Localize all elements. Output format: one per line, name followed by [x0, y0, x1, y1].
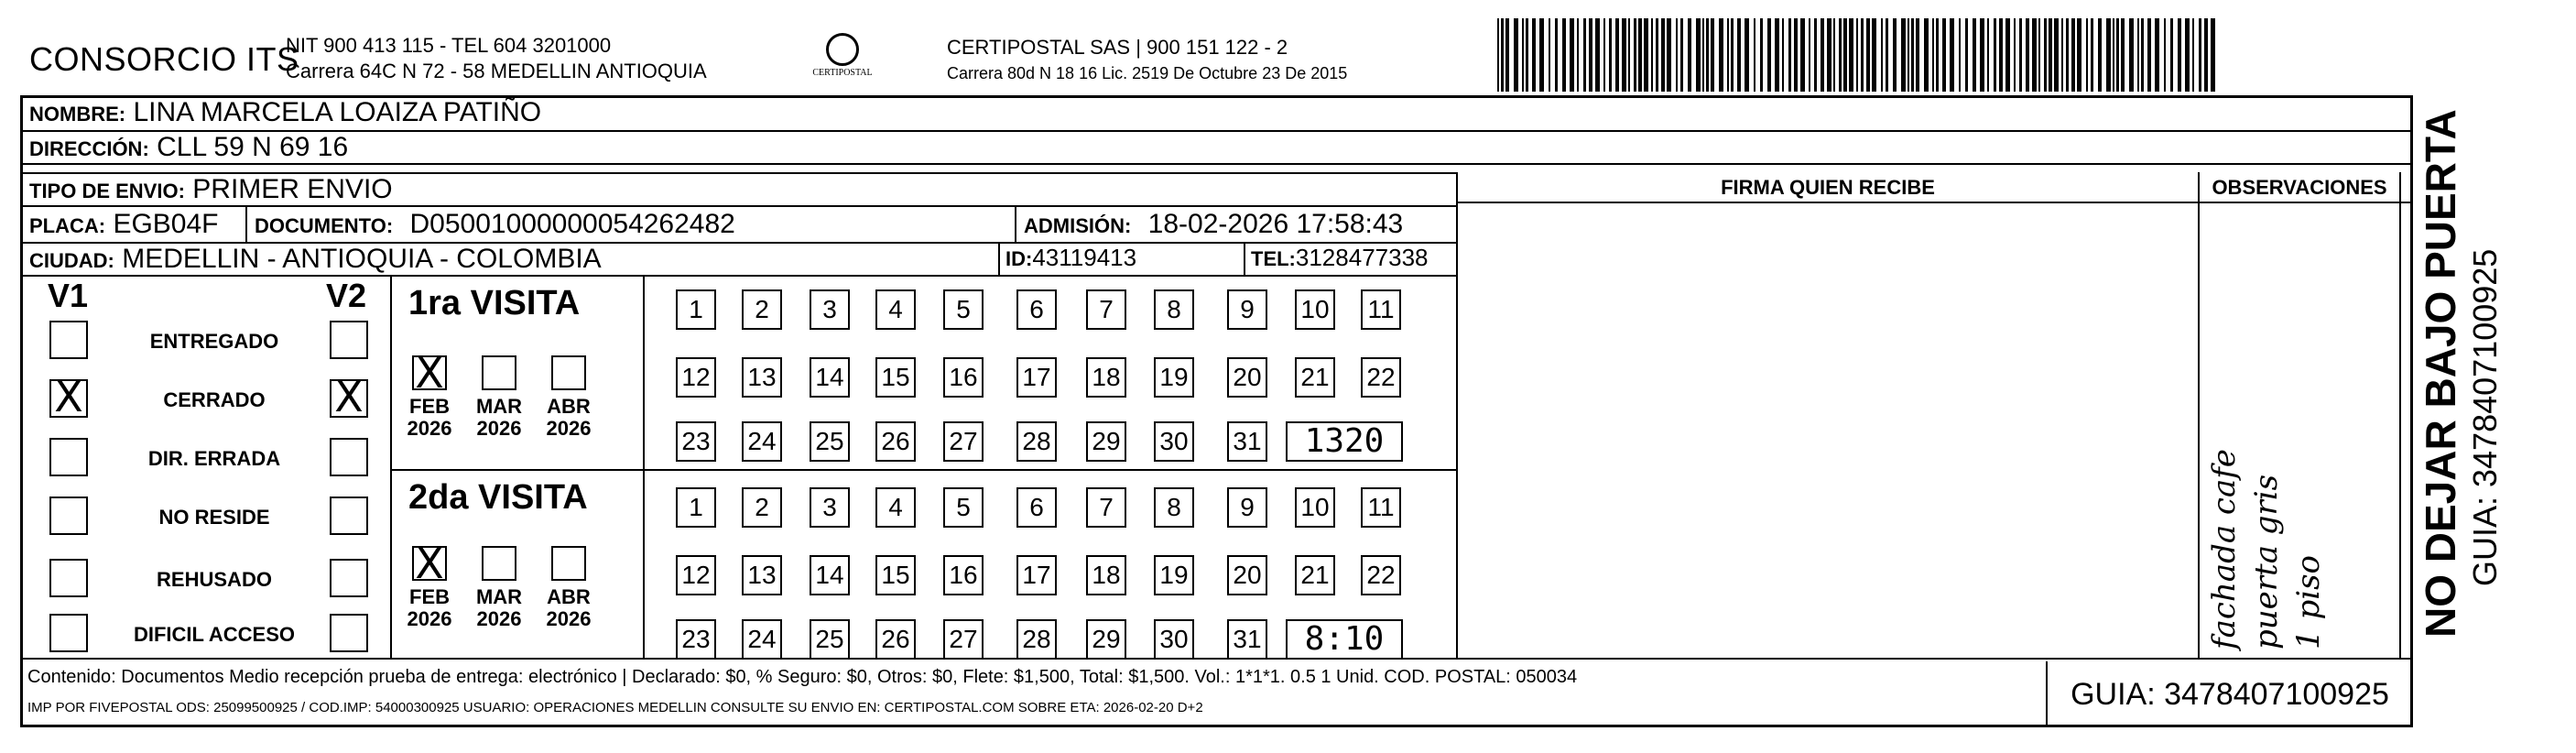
barcode-bar: [1570, 18, 1574, 92]
admision-label: ADMISIÓN:: [1024, 214, 1132, 237]
barcode-bar: [1609, 18, 1612, 92]
day-box[interactable]: 7: [1086, 289, 1126, 330]
barcode-bar: [2192, 18, 2194, 92]
time-box[interactable]: 8:10: [1286, 619, 1403, 660]
day-box[interactable]: 16: [943, 357, 984, 398]
certipostal-logo: CERTIPOSTAL: [806, 33, 879, 84]
barcode-bar: [1800, 18, 1805, 92]
barcode-bar: [1821, 18, 1824, 92]
ciudad-label: CIUDAD:: [29, 249, 114, 272]
barcode-bar: [1628, 18, 1630, 92]
day-box[interactable]: 25: [810, 619, 850, 660]
barcode-bar: [2098, 18, 2102, 92]
barcode-bar: [2170, 18, 2173, 92]
barcode-bar: [1702, 18, 1704, 92]
visita1-title: 1ra VISITA: [408, 284, 581, 322]
barcode-bar: [1856, 18, 1858, 92]
barcode-bar: [1999, 18, 2003, 92]
barcode-bar: [1737, 18, 1741, 92]
day-box[interactable]: 27: [943, 619, 984, 660]
status-v1-checkbox[interactable]: [49, 497, 88, 535]
day-box[interactable]: 14: [810, 357, 850, 398]
day-box[interactable]: 10: [1295, 289, 1335, 330]
barcode-bar: [1656, 18, 1658, 92]
day-box[interactable]: 23: [676, 421, 716, 462]
barcode-bar: [2077, 18, 2081, 92]
documento-row: [255, 209, 735, 240]
observaciones-handwritten-3: 1 piso: [2290, 555, 2327, 649]
month-year: 2026: [407, 417, 452, 440]
signature-area[interactable]: [1459, 204, 2197, 657]
day-box[interactable]: 29: [1086, 619, 1126, 660]
firma-header: FIRMA QUIEN RECIBE: [1721, 176, 1935, 199]
barcode-bar: [1782, 18, 1784, 92]
barcode-bar: [2211, 18, 2215, 92]
day-box[interactable]: 5: [943, 289, 984, 330]
day-box[interactable]: 21: [1295, 357, 1335, 398]
status-v2-checkbox[interactable]: [330, 372, 368, 421]
barcode-bar: [1577, 18, 1579, 92]
barcode-bar: [1549, 18, 1550, 92]
barcode-bar: [2155, 18, 2159, 92]
day-box[interactable]: 28: [1016, 421, 1057, 462]
barcode-bar: [2091, 18, 2093, 92]
day-box[interactable]: 20: [1227, 357, 1267, 398]
day-box[interactable]: 18: [1086, 555, 1126, 595]
barcode-bar: [2014, 18, 2016, 92]
ciudad-value: MEDELLIN - ANTIOQUIA - COLOMBIA: [122, 244, 602, 274]
barcode-bar: [2071, 18, 2075, 92]
barcode-bar: [1901, 18, 1906, 92]
day-box[interactable]: 10: [1295, 487, 1335, 528]
barcode-bar: [1908, 18, 1909, 92]
barcode-bar: [2061, 18, 2063, 92]
barcode-bar: [1539, 18, 1544, 92]
barcode-bar: [2164, 18, 2166, 92]
day-box[interactable]: 29: [1086, 421, 1126, 462]
check-mark-icon: X: [415, 348, 444, 398]
admision-row: [1024, 209, 1403, 240]
tipo-value: PRIMER ENVIO: [192, 174, 393, 204]
barcode-bar: [1634, 18, 1636, 92]
day-box[interactable]: 21: [1295, 555, 1335, 595]
barcode-bar: [1788, 18, 1791, 92]
day-box[interactable]: 25: [810, 421, 850, 462]
barcode-bar: [2032, 18, 2037, 92]
barcode-bar: [1942, 18, 1946, 92]
barcode-bar: [1638, 18, 1642, 92]
barcode-bar: [1849, 18, 1853, 92]
address-line: Carrera 64C N 72 - 58 MEDELLIN ANTIOQUIA: [286, 60, 707, 82]
barcode-bar: [1532, 18, 1536, 92]
day-box[interactable]: 30: [1154, 619, 1194, 660]
barcode-bar: [2121, 18, 2125, 92]
day-box[interactable]: 12: [676, 357, 716, 398]
barcode-bar: [1680, 18, 1683, 92]
observaciones-handwritten-1: fachada cafe: [2206, 449, 2243, 649]
barcode-bar: [1727, 18, 1729, 92]
courier-line: CERTIPOSTAL SAS | 900 151 122 - 2: [947, 36, 1288, 59]
status-v1-checkbox[interactable]: [49, 614, 88, 652]
barcode-bar: [2005, 18, 2010, 92]
month-label: [541, 586, 596, 630]
day-box[interactable]: 26: [875, 619, 916, 660]
observaciones-header: OBSERVACIONES: [2212, 176, 2387, 199]
nombre-label: NOMBRE:: [29, 103, 126, 126]
barcode-bar: [2137, 18, 2139, 92]
barcode-bar: [1959, 18, 1961, 92]
barcode-bar: [1760, 18, 1763, 92]
month-label: [402, 586, 457, 630]
barcode-bar: [2147, 18, 2151, 92]
v2-header: V2: [326, 277, 367, 314]
barcode-bar: [1522, 18, 1524, 92]
day-box[interactable]: 6: [1016, 487, 1057, 528]
barcode-bar: [1767, 18, 1771, 92]
day-box[interactable]: 27: [943, 421, 984, 462]
barcode-bar: [2086, 18, 2088, 92]
barcode-bar: [1615, 18, 1619, 92]
barcode-bar: [1754, 18, 1755, 92]
day-box[interactable]: 1: [676, 289, 716, 330]
day-box[interactable]: 3: [810, 487, 850, 528]
month-name: ABR: [547, 585, 591, 608]
day-box[interactable]: 14: [810, 555, 850, 595]
day-box[interactable]: 8: [1154, 487, 1194, 528]
barcode-bar: [1505, 18, 1509, 92]
courier-license: Carrera 80d N 18 16 Lic. 2519 De Octubre 23 De 2015: [947, 64, 1348, 82]
barcode-bar: [1980, 18, 1984, 92]
status-v2-checkbox[interactable]: [330, 559, 368, 597]
status-v1-checkbox[interactable]: [49, 372, 88, 421]
direccion-row: [29, 132, 348, 163]
barcode-bar: [1794, 18, 1798, 92]
barcode-bar: [1814, 18, 1817, 92]
barcode-bar: [1881, 18, 1883, 92]
day-box[interactable]: 26: [875, 421, 916, 462]
month-checkbox[interactable]: [482, 546, 516, 581]
barcode-bar: [1719, 18, 1723, 92]
barcode-bar: [1745, 18, 1749, 92]
status-v2-checkbox[interactable]: [330, 438, 368, 476]
day-box[interactable]: 30: [1154, 421, 1194, 462]
nit-line: NIT 900 413 115 - TEL 604 3201000: [286, 34, 612, 57]
status-v1-checkbox[interactable]: [49, 438, 88, 476]
side-warning: [2410, 110, 2575, 641]
barcode-bar: [1555, 18, 1558, 92]
tel-row: [1251, 244, 1429, 272]
barcode-bar: [1809, 18, 1810, 92]
barcode-bar: [2054, 18, 2059, 92]
barcode-bar: [2113, 18, 2114, 92]
barcode-bar: [2185, 18, 2190, 92]
barcode-bar: [1893, 18, 1897, 92]
month-checkbox[interactable]: [551, 546, 586, 581]
barcode-bar: [1497, 18, 1499, 92]
day-box[interactable]: 13: [742, 555, 782, 595]
month-name: FEB: [409, 395, 450, 418]
day-box[interactable]: 28: [1016, 619, 1057, 660]
month-checkbox[interactable]: [482, 355, 516, 390]
day-box[interactable]: 31: [1227, 421, 1267, 462]
barcode-bar: [2026, 18, 2029, 92]
barcode-bar: [2199, 18, 2201, 92]
status-v2-checkbox[interactable]: [330, 321, 368, 359]
documento-label: DOCUMENTO:: [255, 214, 394, 237]
barcode-bar: [2106, 18, 2111, 92]
day-box[interactable]: 18: [1086, 357, 1126, 398]
month-label: [402, 396, 457, 440]
day-box[interactable]: 11: [1361, 289, 1401, 330]
barcode-bar: [1651, 18, 1653, 92]
barcode-bar: [1514, 18, 1518, 92]
ciudad-row: [29, 244, 602, 275]
barcode-bar: [1706, 18, 1709, 92]
status-label: DIR. ERRADA: [147, 447, 281, 470]
day-box[interactable]: 6: [1016, 289, 1057, 330]
v1-header: V1: [48, 277, 89, 314]
month-label: [541, 396, 596, 440]
barcode-bar: [1775, 18, 1779, 92]
barcode-bar: [1973, 18, 1976, 92]
visita2-title: 2da VISITA: [408, 478, 588, 517]
barcode-bar: [1950, 18, 1954, 92]
nombre-value: LINA MARCELA LOAIZA PATIÑO: [133, 97, 542, 127]
barcode-bar: [1688, 18, 1691, 92]
barcode-bar: [1583, 18, 1586, 92]
day-box[interactable]: 22: [1361, 357, 1401, 398]
barcode-bar: [1936, 18, 1939, 92]
month-year: 2026: [476, 417, 522, 440]
direccion-value: CLL 59 N 69 16: [157, 132, 349, 162]
month-name: MAR: [475, 395, 523, 418]
company-name: CONSORCIO ITS: [29, 40, 299, 78]
day-box[interactable]: 8: [1154, 289, 1194, 330]
barcode-bar: [1595, 18, 1600, 92]
day-box[interactable]: 2: [742, 487, 782, 528]
observaciones-area[interactable]: [2200, 204, 2399, 657]
status-label: DIFICIL ACCESO: [133, 623, 295, 646]
barcode-bar: [2129, 18, 2134, 92]
barcode-bar: [2204, 18, 2208, 92]
side-guia-text: GUIA: 3478407100925: [2466, 248, 2504, 586]
barcode-bar: [1589, 18, 1592, 92]
tel-label: TEL:: [1251, 247, 1296, 270]
day-box[interactable]: 31: [1227, 619, 1267, 660]
barcode-bar: [1861, 18, 1864, 92]
month-year: 2026: [476, 607, 522, 630]
day-box[interactable]: 9: [1227, 487, 1267, 528]
check-mark-icon: X: [334, 372, 364, 421]
status-v2-checkbox[interactable]: [330, 497, 368, 535]
day-box[interactable]: 15: [875, 357, 916, 398]
day-box[interactable]: 23: [676, 619, 716, 660]
day-box[interactable]: 19: [1154, 357, 1194, 398]
placa-row: [29, 209, 219, 240]
month-checkbox[interactable]: [412, 348, 447, 398]
barcode-bar: [2038, 18, 2040, 92]
month-year: 2026: [407, 607, 452, 630]
barcode-bar: [1676, 18, 1678, 92]
barcode-bar: [1501, 18, 1504, 92]
day-box[interactable]: 24: [742, 421, 782, 462]
day-box[interactable]: 17: [1016, 555, 1057, 595]
barcode-bar: [1839, 18, 1842, 92]
day-box[interactable]: 12: [676, 555, 716, 595]
barcode-bar: [1916, 18, 1919, 92]
barcode-bar: [1924, 18, 1929, 92]
tipo-label: TIPO DE ENVIO:: [29, 180, 185, 202]
month-label: [472, 396, 527, 440]
barcode-bar: [1661, 18, 1665, 92]
day-box[interactable]: 5: [943, 487, 984, 528]
day-box[interactable]: 11: [1361, 487, 1401, 528]
day-box[interactable]: 24: [742, 619, 782, 660]
month-label: [472, 586, 527, 630]
month-name: FEB: [409, 585, 450, 608]
barcode-bar: [2141, 18, 2144, 92]
barcode-bar: [2049, 18, 2052, 92]
barcode-bar: [2044, 18, 2047, 92]
barcode-bar: [1872, 18, 1876, 92]
barcode-bar: [1711, 18, 1714, 92]
check-mark-icon: X: [54, 372, 83, 421]
placa-value: EGB04F: [113, 209, 219, 239]
month-name: ABR: [547, 395, 591, 418]
day-box[interactable]: 3: [810, 289, 850, 330]
barcode: [1497, 18, 2221, 92]
month-name: MAR: [475, 585, 523, 608]
barcode-bar: [1911, 18, 1914, 92]
admision-value: 18-02-2026 17:58:43: [1147, 209, 1404, 239]
barcode-bar: [1994, 18, 1996, 92]
status-label: REHUSADO: [157, 568, 272, 591]
barcode-bar: [1932, 18, 1934, 92]
month-year: 2026: [546, 607, 592, 630]
day-box[interactable]: 7: [1086, 487, 1126, 528]
courier-info: [947, 35, 1347, 86]
barcode-bar: [1667, 18, 1671, 92]
status-v1-checkbox[interactable]: [49, 321, 88, 359]
barcode-bar: [1644, 18, 1648, 92]
status-v2-checkbox[interactable]: [330, 614, 368, 652]
barcode-bar: [2066, 18, 2069, 92]
company-contact: [286, 33, 707, 84]
barcode-bar: [1866, 18, 1870, 92]
footer-content-line: Contenido: Documentos Medio recepción prueba de entrega: electrónico | Declarado: $0, % Seguro: $0, Otros: $0, Flete: $1,500, Total: $1,500. Vol.: 1*1*1. 0.5 1 Unid. COD. POSTAL: 050034: [27, 667, 1578, 687]
day-box[interactable]: 13: [742, 357, 782, 398]
day-box[interactable]: 2: [742, 289, 782, 330]
day-box[interactable]: 22: [1361, 555, 1401, 595]
barcode-bar: [1731, 18, 1734, 92]
month-checkbox[interactable]: [551, 355, 586, 390]
day-box[interactable]: 9: [1227, 289, 1267, 330]
nombre-row: [29, 97, 541, 128]
month-year: 2026: [546, 417, 592, 440]
footer-print-line: IMP POR FIVEPOSTAL ODS: 25099500925 / COD.IMP: 54000300925 USUARIO: OPERACIONES MEDELLIN CONSULTE SU ENVIO EN: CERTIPOSTAL.COM SOBRE ETA: 2026-02-20 D+2: [27, 700, 1203, 715]
direccion-label: DIRECCIÓN:: [29, 137, 149, 160]
observaciones-handwritten-2: puerta gris: [2248, 474, 2285, 649]
barcode-bar: [1965, 18, 1968, 92]
day-box[interactable]: 16: [943, 555, 984, 595]
barcode-bar: [2178, 18, 2181, 92]
barcode-bar: [2116, 18, 2119, 92]
month-checkbox[interactable]: [412, 539, 447, 588]
day-box[interactable]: 15: [875, 555, 916, 595]
status-label: ENTREGADO: [149, 330, 279, 353]
tipo-row: [29, 174, 393, 205]
id-label: ID:: [1005, 247, 1033, 270]
day-box[interactable]: 19: [1154, 555, 1194, 595]
id-row: [1005, 244, 1136, 272]
barcode-bar: [1526, 18, 1528, 92]
no-dejar-text: NO DEJAR BAJO PUERTA: [2417, 109, 2464, 638]
check-mark-icon: X: [415, 539, 444, 588]
status-label: CERRADO: [163, 388, 266, 411]
barcode-bar: [1886, 18, 1888, 92]
day-box[interactable]: 4: [875, 487, 916, 528]
day-box[interactable]: 20: [1227, 555, 1267, 595]
tel-value: 3128477338: [1295, 244, 1429, 271]
barcode-bar: [2019, 18, 2022, 92]
barcode-bar: [1987, 18, 1989, 92]
barcode-bar: [1833, 18, 1835, 92]
status-v1-checkbox[interactable]: [49, 559, 88, 597]
barcode-bar: [1696, 18, 1701, 92]
day-box[interactable]: 17: [1016, 357, 1057, 398]
day-box[interactable]: 1: [676, 487, 716, 528]
status-label: NO RESIDE: [158, 506, 270, 529]
time-box[interactable]: 1320: [1286, 421, 1403, 462]
guia-number: GUIA: 3478407100925: [2046, 661, 2412, 727]
barcode-bar: [1827, 18, 1831, 92]
placa-label: PLACA:: [29, 214, 106, 237]
barcode-bar: [1843, 18, 1847, 92]
documento-value: D05001000000054262482: [409, 209, 735, 239]
barcode-bar: [1603, 18, 1605, 92]
barcode-bar: [1622, 18, 1626, 92]
barcode-bar: [1562, 18, 1566, 92]
day-box[interactable]: 4: [875, 289, 916, 330]
id-value: 43119413: [1032, 244, 1137, 271]
